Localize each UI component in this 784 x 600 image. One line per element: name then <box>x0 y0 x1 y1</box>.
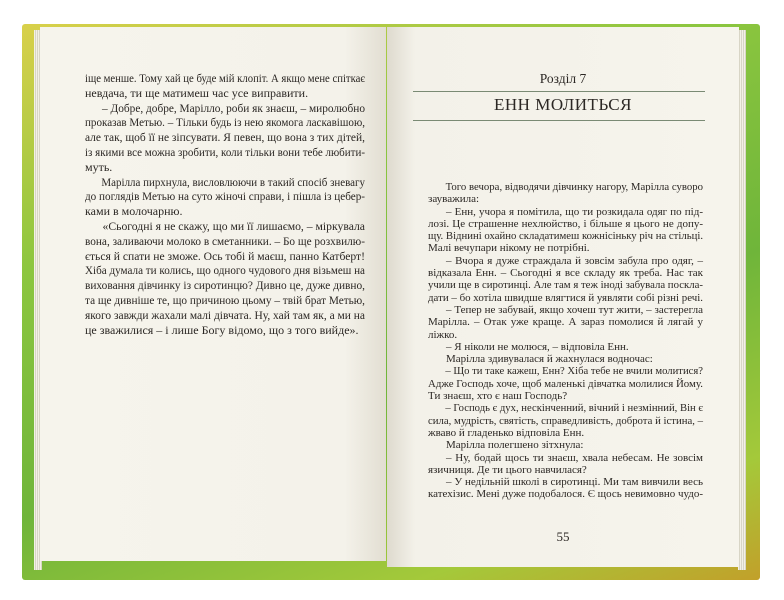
text-line: – Добре, добре, Марілло, роби як знаєш, – миролюбно <box>101 100 365 115</box>
text-line: «Сьогодні я не скажу, що ми її лишаємо, – міркувала <box>102 218 365 233</box>
text-line: муть. <box>85 159 113 174</box>
paragraph <box>85 101 365 175</box>
text-line: – Тепер не забувай, якщо хочеш тут жити, – застерегла <box>446 303 703 316</box>
text-line: це зважилися – і лише Богу відомо, що з того вийде». <box>85 322 359 337</box>
text-line: Малі вечупари нікому не потрібні. <box>428 242 590 255</box>
text-line: лозі. Це страшенне нехлюйство, і більше я цього не допу- <box>428 217 703 230</box>
text-line: жваво й гладенько відповіла Енн. <box>428 426 585 439</box>
text-line: ється й спати не зможе. Ось тобі й маєш, панно Катберт! <box>85 248 365 263</box>
paragraph <box>428 255 703 304</box>
text-line: Того вечора, відводячи дівчинку нагору, Марілла суворо <box>445 181 703 193</box>
paragraph <box>428 365 703 402</box>
text-line: щу. Віднині охайно складатимеш кожнісіньку річ на стільці. <box>428 230 703 243</box>
text-line: ліжко. <box>428 328 458 341</box>
text-line: дати – бо хотіла швидше влягтися й уявляти собі різні речі. <box>428 291 703 304</box>
text-line: виховання дівчинку із сиротинцю? Дивно це, дуже дивно, <box>85 278 365 293</box>
right-page <box>387 27 739 567</box>
paragraph <box>428 206 703 255</box>
text-line: – Я ніколи не молюся, – відповіла Енн. <box>446 340 629 353</box>
text-line: зауважила: <box>428 193 480 206</box>
text-line: ками в молочарню. <box>85 204 183 219</box>
paragraph <box>428 402 703 439</box>
text-line: та ще дивніше те, що причиною цьому – твій брат Метью, <box>85 292 365 307</box>
text-line: Хіба думала ти колись, що одного чудового дня візьмеш на <box>85 263 365 278</box>
text-line: – У недільній школі в сиротинці. Ми там вивчили весь <box>446 476 703 489</box>
paragraph <box>428 452 703 477</box>
text-line: до поглядів Метью на суто жіночі справи, і пішла із цебер- <box>85 189 365 204</box>
text-line: Марілла пирхнула, висловлюючи в такий спосіб зневагу <box>101 174 365 189</box>
text-line: – Вчора я дуже страждала й зовсім забула про одяг, – <box>446 254 703 267</box>
paragraph <box>85 175 365 219</box>
text-line: відказала Енн. – Сьогодні я все складу як треба. Нас так <box>428 267 703 280</box>
text-line: – Ну, бодай щось ти знаєш, хвала небесам. Не зовсім <box>446 451 703 464</box>
text-line: Ти знаєш, хто є наш Господь? <box>428 390 568 403</box>
chapter-rule-top <box>413 91 705 92</box>
text-line: – Енн, учора я помітила, що ти розкидала одяг по під- <box>446 205 703 218</box>
paragraph <box>428 341 703 353</box>
right-page-text <box>428 181 703 501</box>
text-line: вона, заливаючи молоко в сметанники. – Бо ще розхвилю- <box>85 233 365 248</box>
text-line: Марілла здивувалася й жахнулася водночас: <box>446 353 653 366</box>
page-number: 55 <box>556 529 570 544</box>
paragraph <box>85 71 365 101</box>
page-edges-right <box>738 30 746 570</box>
paragraph <box>428 476 703 501</box>
text-line: – Що ти таке кажеш, Енн? Хіба тебе не вчили молитися? <box>445 365 703 378</box>
chapter-title: ЕНН МОЛИТЬСЯ <box>494 95 632 114</box>
text-line: проказав Метью. – Тільки будь із нею якомога ласкавішою, <box>85 115 365 130</box>
text-line: якого завжди жахали малі дівчата. Ну, хай там як, а ми на <box>85 307 365 322</box>
text-line: сила, мудрість, святість, справедливість, доброта й істина, – <box>428 414 703 427</box>
text-line: Адже Господь хоче, щоб маленькі дівчатка молилися Йому. <box>428 377 703 390</box>
paragraph <box>85 219 365 337</box>
left-page <box>40 27 386 561</box>
chapter-label: Розділ 7 <box>539 71 587 86</box>
text-line: невдача, ти ще матимеш час усе виправити. <box>85 85 309 100</box>
paragraph <box>428 304 703 341</box>
text-line: але так, щоб її не зіпсувати. Я певен, що вона з тих дітей, <box>85 130 365 145</box>
text-line: – Господь є дух, нескінченний, вічний і незмінний, Він є <box>445 402 703 415</box>
text-line: катехізис. Мені дуже подобалося. Є щось невимовно чудо- <box>428 488 703 501</box>
text-line: іще менше. Тому хай це буде мій клопіт. А якщо мене спіткає <box>85 71 365 85</box>
left-page-text <box>85 71 365 337</box>
paragraph <box>428 439 703 451</box>
text-line: Марілла полегшено зітхнула: <box>446 439 584 452</box>
paragraph <box>428 181 703 206</box>
text-line: із якими все можна зробити, коли тільки вони тебе любити- <box>85 144 365 159</box>
paragraph <box>428 353 703 365</box>
chapter-rule-bottom <box>413 120 705 121</box>
text-line: язичниця. Де ти цього навчилася? <box>428 463 587 476</box>
text-line: учили ще в сиротинці. Але там я теж іноді забувала поскла- <box>428 279 703 292</box>
text-line: Марілла. – Отак уже краще. А зараз помолися й лягай у <box>428 316 703 329</box>
